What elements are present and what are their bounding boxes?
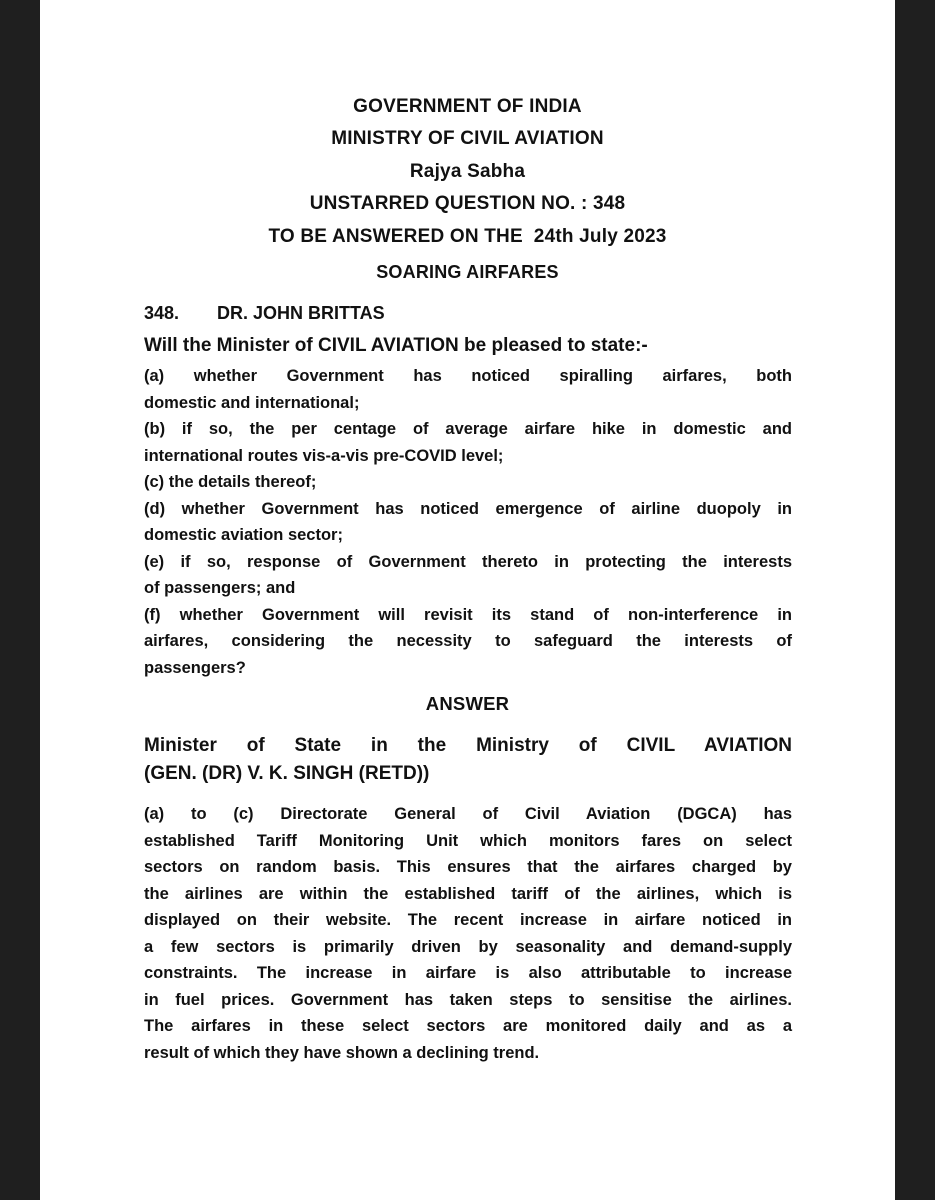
answer-line-4: the airlines are within the established tariff of the airlines, which is bbox=[144, 884, 792, 903]
part-d-line-1: (d) whether Government has noticed emergence of airline duopoly in bbox=[144, 499, 792, 518]
answer-line-6: a few sectors is primarily driven by seasonality and demand-supply bbox=[144, 937, 792, 956]
part-b-line-1: (b) if so, the per centage of average airfare hike in domestic and bbox=[144, 420, 792, 438]
answer-line-1: (a) to (c) Directorate General of Civil Aviation (DGCA) has bbox=[144, 805, 792, 823]
answer-line-3: sectors on random basis. This ensures that the airfares charged by bbox=[144, 858, 792, 876]
part-d-line-2: domestic aviation sector; bbox=[144, 526, 343, 544]
minister-line-2: (GEN. (DR) V. K. SINGH (RETD)) bbox=[144, 763, 430, 784]
government-heading: GOVERNMENT OF INDIA bbox=[353, 96, 582, 117]
answer-body bbox=[144, 801, 792, 1066]
subject-heading: SOARING AIRFARES bbox=[376, 262, 559, 282]
minister-name-block bbox=[144, 732, 792, 788]
answer-line-7: constraints. The increase in airfare is also attributable to increase bbox=[144, 964, 792, 982]
part-f-line-3: passengers? bbox=[144, 658, 246, 677]
answer-line-5: displayed on their website. The recent increase in airfare noticed in bbox=[144, 911, 792, 929]
part-f-line-2: airfares, considering the necessity to safeguard the interests of bbox=[144, 632, 792, 650]
part-e-line-1: (e) if so, response of Government thereto in protecting the interests bbox=[144, 552, 792, 571]
question-intro: Will the Minister of CIVIL AVIATION be pleased to state:- bbox=[144, 335, 648, 356]
house-heading: Rajya Sabha bbox=[409, 161, 526, 182]
answer-line-2: established Tariff Monitoring Unit which monitors fares on select bbox=[144, 831, 792, 850]
ministry-heading: MINISTRY OF CIVIL AVIATION bbox=[331, 128, 604, 149]
answer-date-heading: TO BE ANSWERED ON THE 24th July 2023 bbox=[268, 226, 667, 247]
answer-line-10: result of which they have shown a declining trend. bbox=[144, 1043, 540, 1062]
answer-line-9: The airfares in these select sectors are monitored daily and as a bbox=[144, 1017, 792, 1035]
member-name: DR. JOHN BRITTAS bbox=[217, 303, 385, 323]
part-a-line-2: domestic and international; bbox=[144, 393, 360, 412]
question-parts bbox=[144, 363, 792, 681]
part-b-line-2: international routes vis-a-vis pre-COVID level; bbox=[144, 446, 504, 465]
question-number-heading: UNSTARRED QUESTION NO. : 348 bbox=[309, 193, 626, 214]
part-e-line-2: of passengers; and bbox=[144, 579, 296, 597]
document-page bbox=[40, 0, 895, 1200]
minister-line-1: Minister of State in the Ministry of CIVIL AVIATION bbox=[144, 735, 792, 756]
part-c-line-1: (c) the details thereof; bbox=[144, 473, 317, 491]
answer-heading: ANSWER bbox=[425, 693, 510, 714]
part-f-line-1: (f) whether Government will revisit its stand of non-interference in bbox=[144, 605, 792, 624]
answer-line-8: in fuel prices. Government has taken steps to sensitise the airlines. bbox=[144, 990, 792, 1009]
part-a-line-1: (a) whether Government has noticed spiralling airfares, both bbox=[144, 367, 792, 385]
question-number: 348. bbox=[144, 303, 180, 323]
